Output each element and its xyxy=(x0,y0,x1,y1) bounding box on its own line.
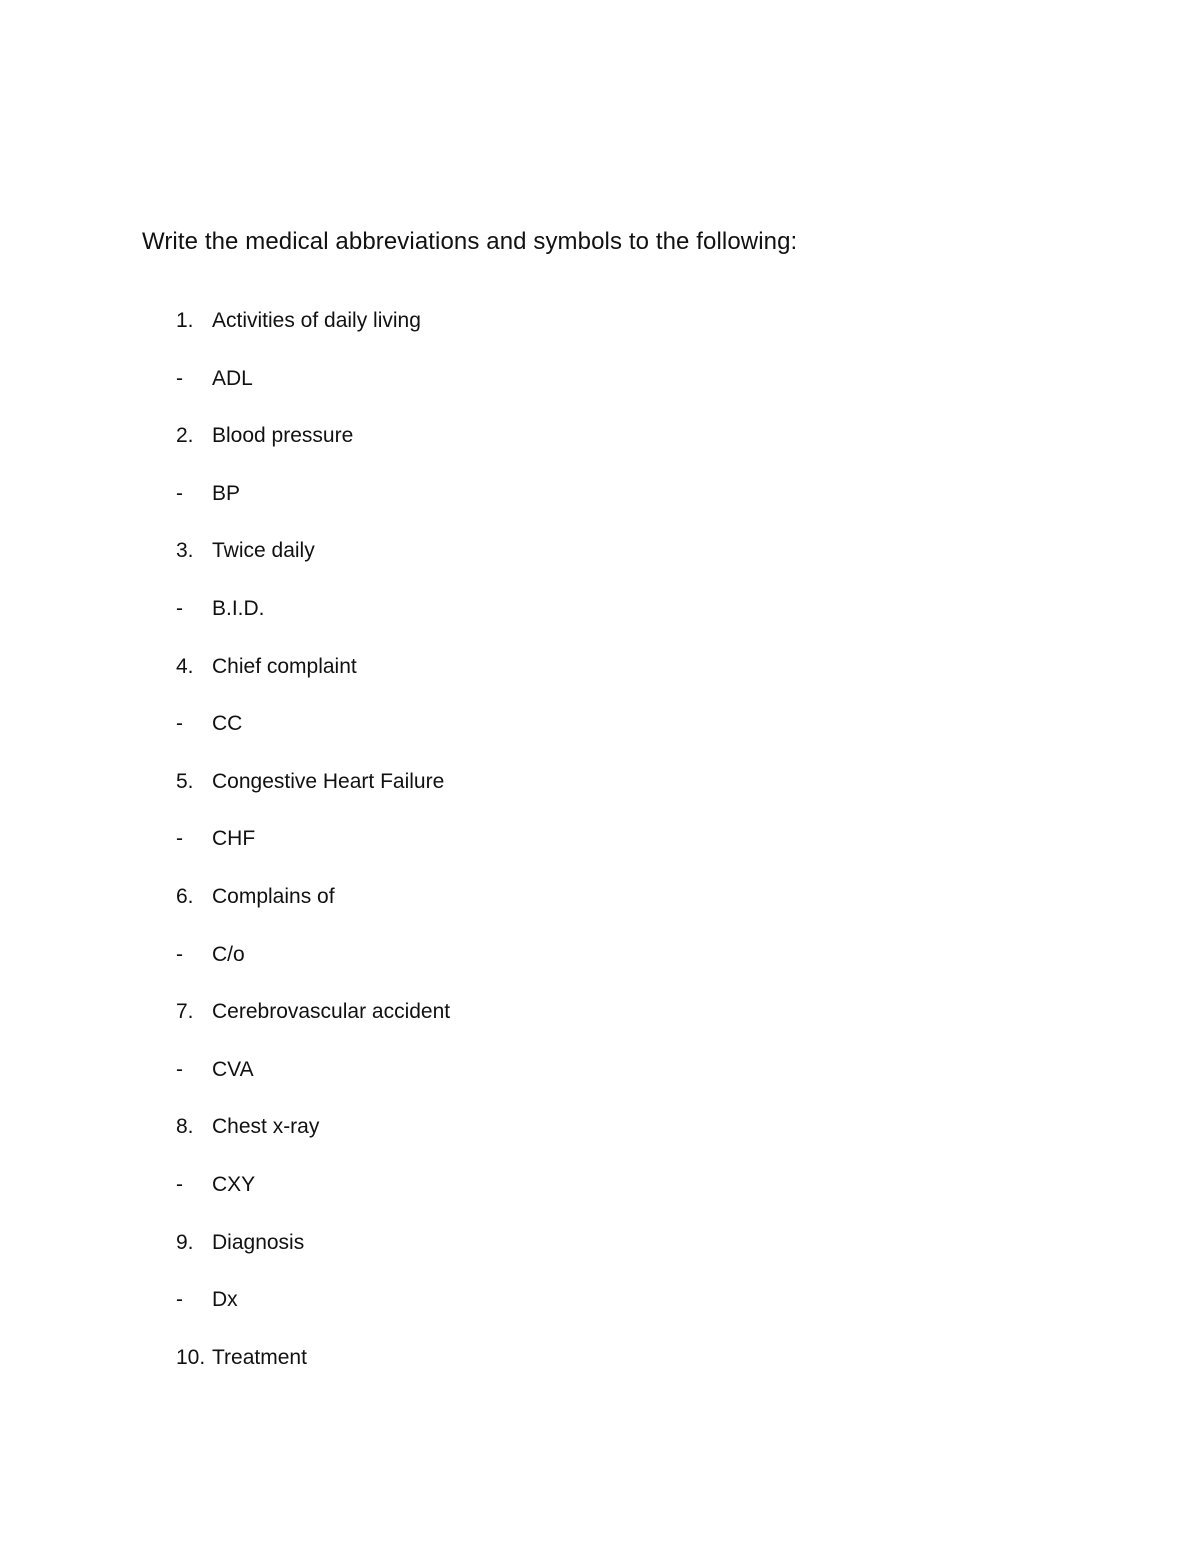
term-row xyxy=(176,1343,1076,1401)
abbreviation-list xyxy=(176,306,1076,1400)
item-number: 4. xyxy=(176,654,194,678)
answer-dash: - xyxy=(176,481,183,505)
term-text: Twice daily xyxy=(212,539,315,563)
answer-dash: - xyxy=(176,366,183,390)
term-row xyxy=(176,421,1076,479)
answer-dash: - xyxy=(176,827,183,851)
answer-text: CHF xyxy=(212,827,256,851)
worksheet-heading: Write the medical abbreviations and symbols to the following: xyxy=(142,228,798,255)
answer-row xyxy=(176,594,1076,652)
answer-text: C/o xyxy=(212,942,245,966)
answer-row xyxy=(176,479,1076,537)
answer-dash: - xyxy=(176,712,183,736)
term-row xyxy=(176,652,1076,710)
item-number: 10. xyxy=(176,1345,206,1369)
term-text: Chest x-ray xyxy=(212,1115,320,1139)
answer-row xyxy=(176,709,1076,767)
answer-dash: - xyxy=(176,942,183,966)
item-number: 8. xyxy=(176,1115,194,1139)
term-row xyxy=(176,1112,1076,1170)
answer-row xyxy=(176,824,1076,882)
answer-row xyxy=(176,1285,1076,1343)
item-number: 1. xyxy=(176,309,194,332)
answer-text: CVA xyxy=(212,1057,254,1081)
item-number: 6. xyxy=(176,884,194,908)
answer-text: BP xyxy=(212,481,241,505)
term-row xyxy=(176,997,1076,1055)
answer-text: Dx xyxy=(212,1288,238,1312)
answer-dash: - xyxy=(176,1172,183,1196)
answer-dash: - xyxy=(176,596,183,620)
item-number: 2. xyxy=(176,424,194,448)
answer-row xyxy=(176,364,1076,422)
term-text: Complains of xyxy=(212,884,335,908)
item-number: 3. xyxy=(176,539,194,563)
term-row xyxy=(176,767,1076,825)
answer-text: ADL xyxy=(212,366,253,390)
answer-dash: - xyxy=(176,1288,183,1312)
term-text: Activities of daily living xyxy=(212,309,421,332)
answer-row xyxy=(176,1055,1076,1113)
answer-row xyxy=(176,940,1076,998)
term-text: Blood pressure xyxy=(212,424,354,448)
answer-text: CC xyxy=(212,712,243,736)
term-row xyxy=(176,536,1076,594)
term-text: Cerebrovascular accident xyxy=(212,1000,451,1024)
term-row xyxy=(176,306,1076,364)
item-number: 5. xyxy=(176,769,194,793)
item-number: 7. xyxy=(176,1000,194,1024)
answer-row xyxy=(176,1170,1076,1228)
answer-dash: - xyxy=(176,1057,183,1081)
term-row xyxy=(176,1228,1076,1286)
answer-text: CXY xyxy=(212,1172,256,1196)
term-text: Chief complaint xyxy=(212,654,357,678)
answer-text: B.I.D. xyxy=(212,596,265,620)
item-number: 9. xyxy=(176,1230,194,1254)
term-text: Diagnosis xyxy=(212,1230,305,1254)
term-text: Treatment xyxy=(212,1345,307,1369)
term-row xyxy=(176,882,1076,940)
term-text: Congestive Heart Failure xyxy=(212,769,445,793)
